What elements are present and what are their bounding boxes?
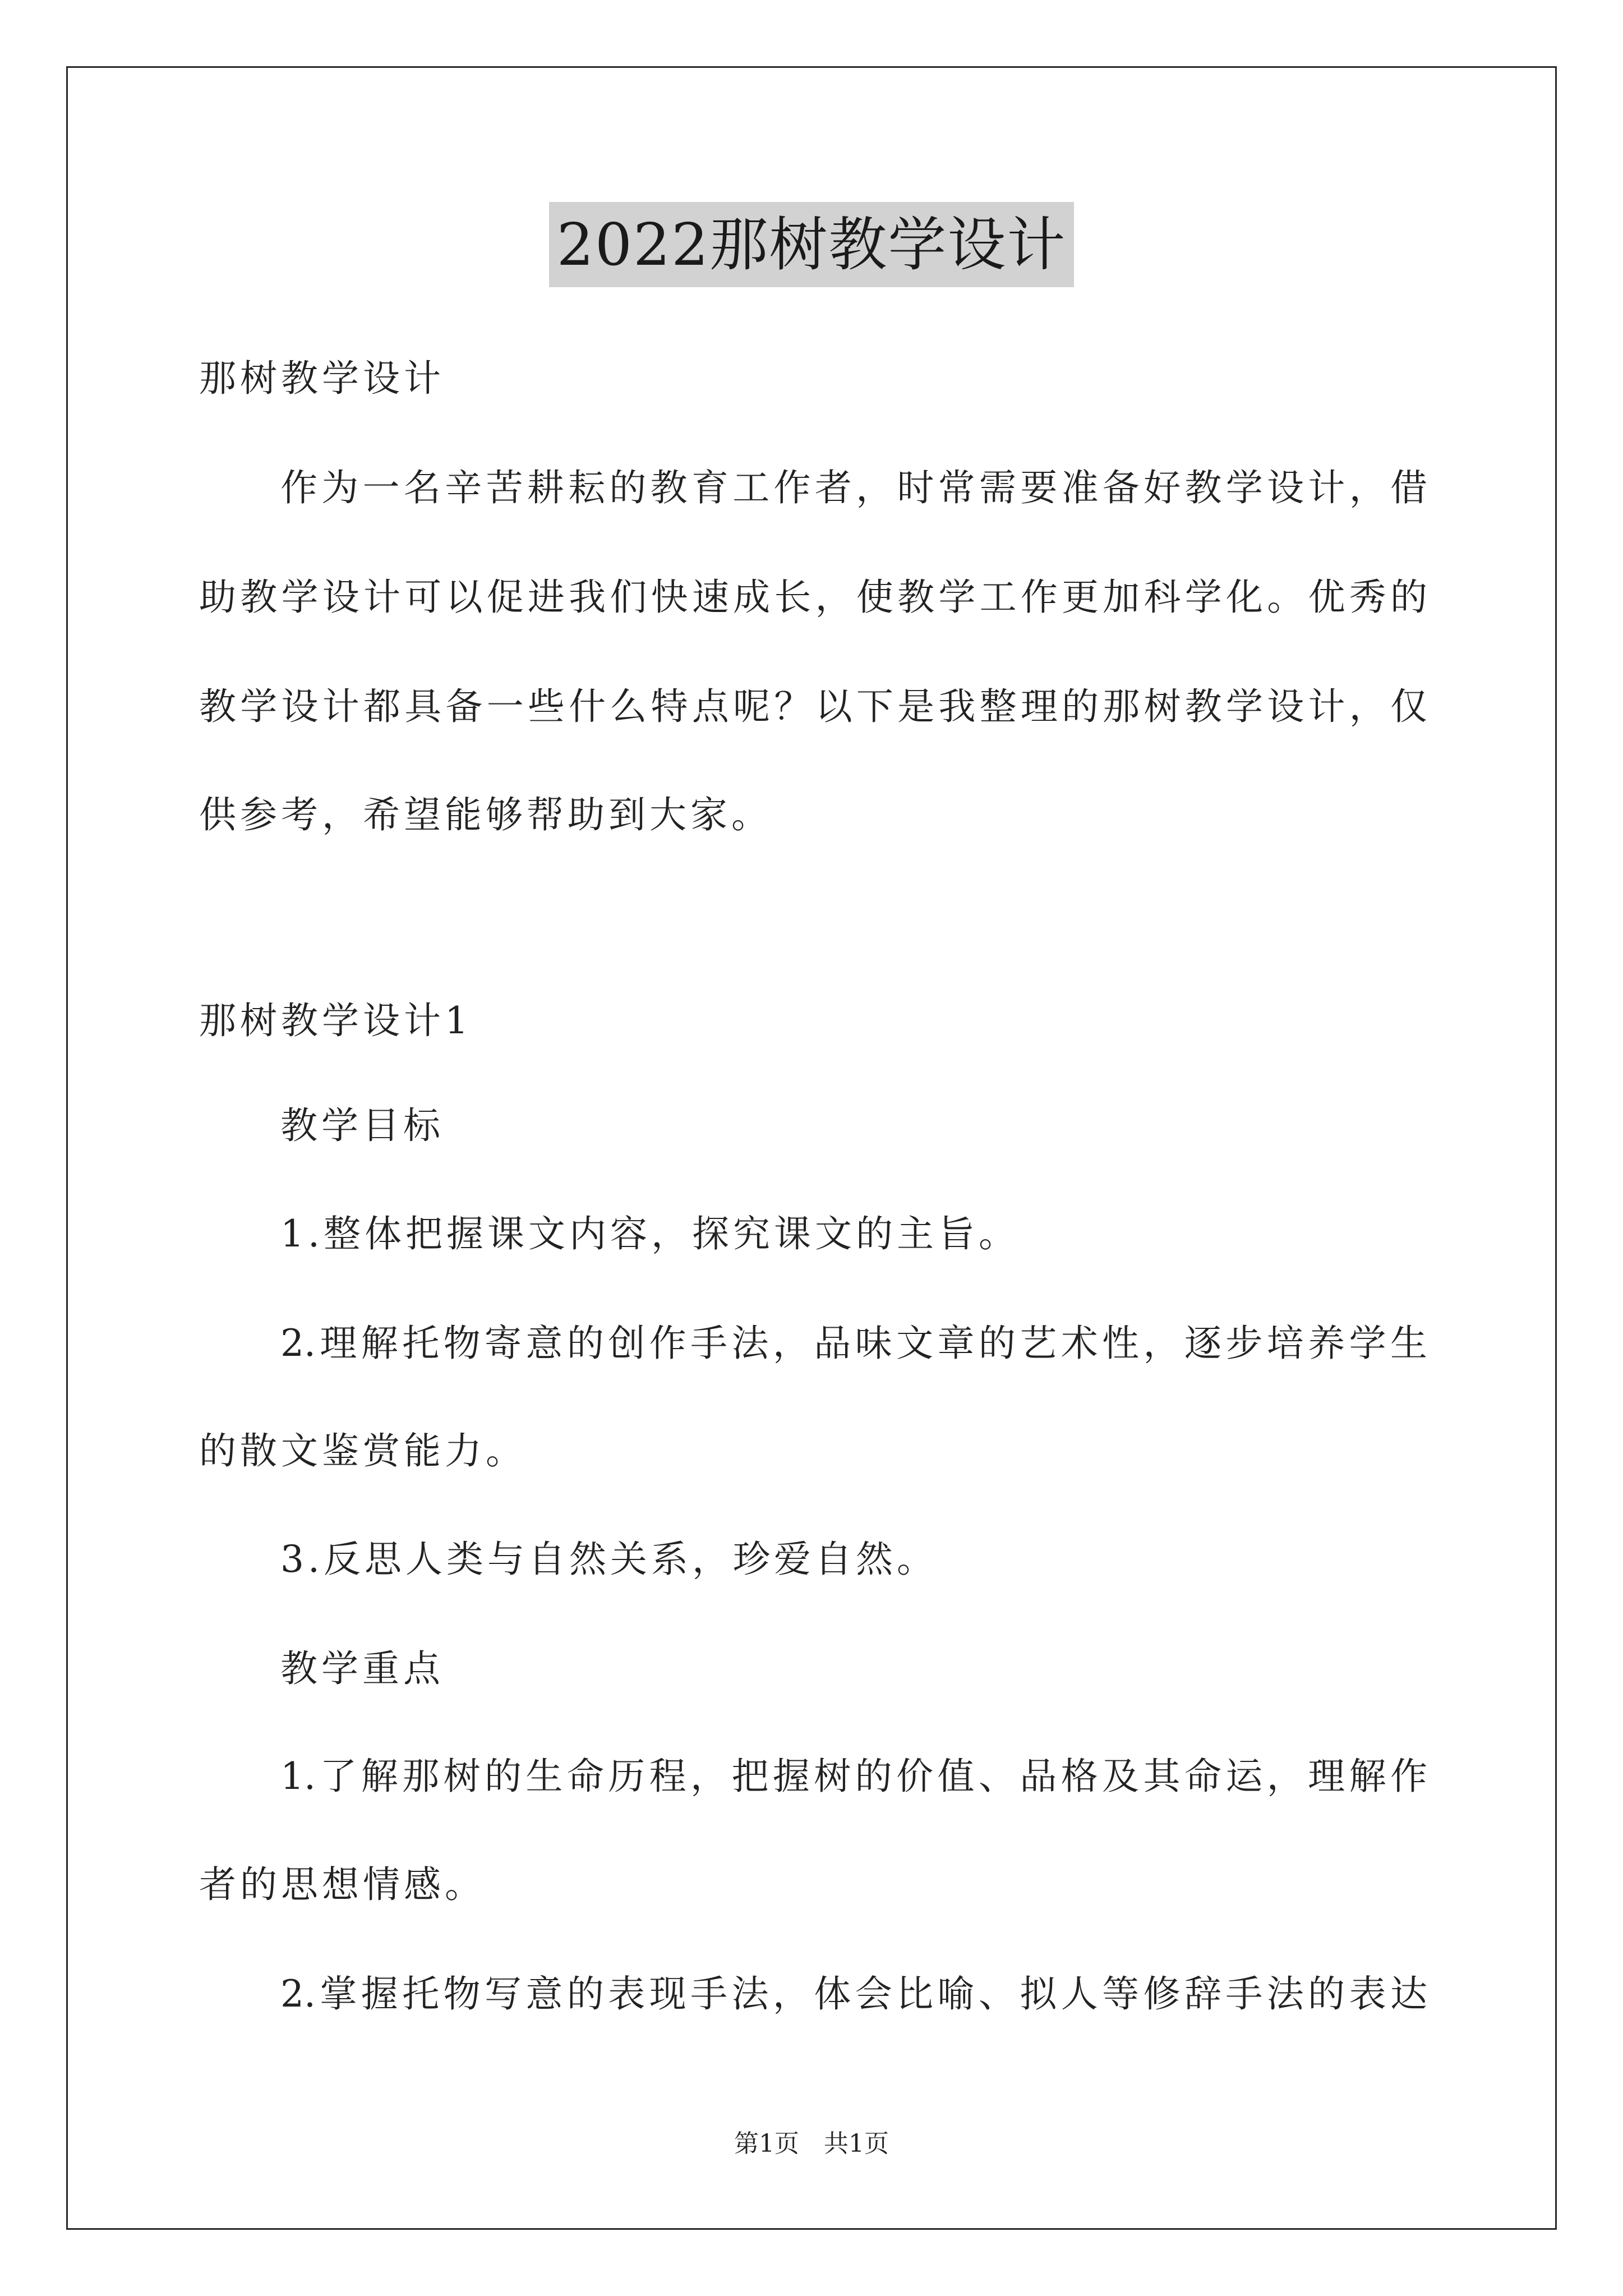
subtitle: 那树教学设计 bbox=[199, 357, 445, 400]
objective-2-line-1: 2.理解托物寄意的创作手法，品味文章的艺术性，逐步培养学生 bbox=[280, 1322, 1427, 1365]
intro-line-3: 教学设计都具备一些什么特点呢？以下是我整理的那树教学设计，仅 bbox=[199, 685, 1427, 728]
key-point-1-line-1: 1.了解那树的生命历程，把握树的价值、品格及其命运，理解作 bbox=[280, 1755, 1427, 1798]
objectives-heading: 教学目标 bbox=[280, 1104, 444, 1147]
key-points-heading: 教学重点 bbox=[280, 1647, 444, 1690]
title-area bbox=[0, 202, 1623, 287]
intro-line-1: 作为一名辛苦耕耘的教育工作者，时常需要准备好教学设计，借 bbox=[280, 466, 1427, 509]
key-point-2-line-1: 2.掌握托物写意的表现手法，体会比喻、拟人等修辞手法的表达 bbox=[280, 1972, 1427, 2016]
intro-line-2: 助教学设计可以促进我们快速成长，使教学工作更加科学化。优秀的 bbox=[199, 576, 1427, 619]
intro-line-4: 供参考，希望能够帮助到大家。 bbox=[199, 793, 772, 836]
key-point-1-line-2: 者的思想情感。 bbox=[199, 1863, 486, 1906]
page-footer: 第1页 共1页 bbox=[734, 2129, 889, 2158]
objective-1: 1.整体把握课文内容，探究课文的主旨。 bbox=[280, 1212, 1020, 1255]
objective-3: 3.反思人类与自然关系，珍爱自然。 bbox=[280, 1538, 938, 1581]
section-heading: 那树教学设计1 bbox=[199, 999, 472, 1042]
objective-2-line-2: 的散文鉴赏能力。 bbox=[199, 1429, 527, 1473]
document-title: 2022那树教学设计 bbox=[549, 202, 1075, 287]
